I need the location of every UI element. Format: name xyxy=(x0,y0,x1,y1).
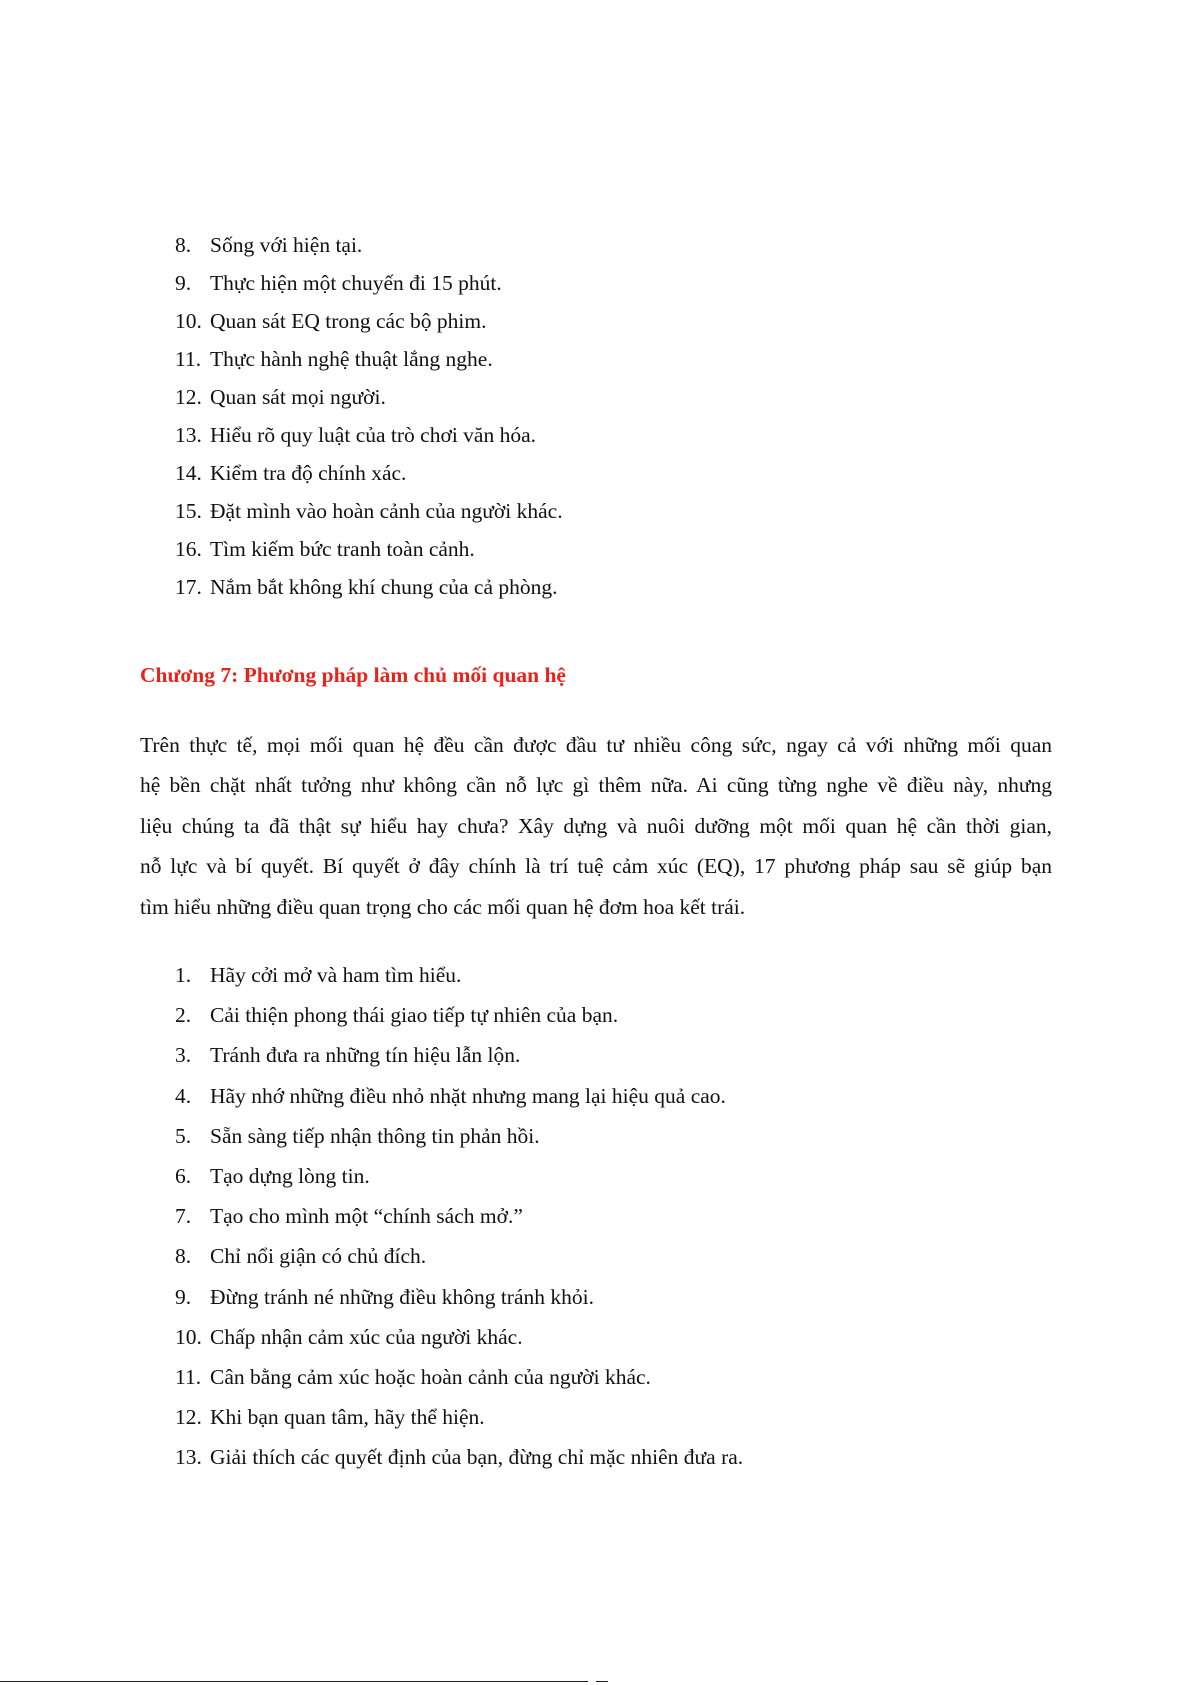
list-item-text: Giải thích các quyết định của bạn, đừng chỉ mặc nhiên đưa ra. xyxy=(210,1445,744,1470)
list-item-number: 8. xyxy=(175,1244,192,1269)
list-item-number: 6. xyxy=(175,1163,192,1188)
list-item-text: Sống với hiện tại. xyxy=(210,233,363,257)
list-item-text: Hãy cởi mở và ham tìm hiểu. xyxy=(210,963,462,987)
list-item-number: 5. xyxy=(175,1123,192,1148)
list-item-number: 13. xyxy=(175,1445,202,1470)
intro-paragraph xyxy=(140,725,1052,927)
paragraph-line: tìm hiểu những điều quan trọng cho các mối quan hệ đơm hoa kết trái. xyxy=(140,894,746,919)
list-item-text: Hiểu rõ quy luật của trò chơi văn hóa. xyxy=(210,423,537,447)
list-item-number: 3. xyxy=(175,1043,192,1068)
list-item-text: Chỉ nổi giận có chủ đích. xyxy=(210,1244,427,1269)
list-item-number: 7. xyxy=(175,1204,192,1229)
paragraph-line: Trên thực tế, mọi mối quan hệ đều cần được đầu tư nhiều công sức, ngay cả với những mối quan xyxy=(140,733,1052,757)
list-item-text: Thực hành nghệ thuật lắng nghe. xyxy=(210,347,493,371)
list-item-text: Hãy nhớ những điều nhỏ nhặt nhưng mang lại hiệu quả cao. xyxy=(210,1083,726,1108)
list-item-number: 17. xyxy=(175,575,202,599)
list-item-text: Nắm bắt không khí chung của cả phòng. xyxy=(210,575,558,599)
list-item-text: Đặt mình vào hoàn cảnh của người khác. xyxy=(210,499,563,523)
list-item-text: Tránh đưa ra những tín hiệu lẫn lộn. xyxy=(210,1043,521,1068)
list-item-text: Quan sát EQ trong các bộ phim. xyxy=(210,309,487,333)
list-item-text: Cân bằng cảm xúc hoặc hoàn cảnh của người khác. xyxy=(210,1364,651,1389)
footer-divider-mark xyxy=(596,1681,608,1682)
paragraph-line: nỗ lực và bí quyết. Bí quyết ở đây chính là trí tuệ cảm xúc (EQ), 17 phương pháp sau sẽ giúp bạn xyxy=(140,854,1052,879)
list-item-text: Thực hiện một chuyến đi 15 phút. xyxy=(210,271,502,295)
list-item-text: Đừng tránh né những điều không tránh khỏi. xyxy=(210,1284,594,1309)
list-item-text: Tạo cho mình một “chính sách mở.” xyxy=(210,1204,523,1229)
list-item-number: 15. xyxy=(175,499,202,523)
list-item-number: 9. xyxy=(175,271,192,295)
footer-divider xyxy=(0,1681,588,1682)
list-item-number: 11. xyxy=(175,347,202,371)
list-item-number: 1. xyxy=(175,963,192,987)
paragraph-line: hệ bền chặt nhất tưởng như không cần nỗ lực gì thêm nữa. Ai cũng từng nghe về điều này, nhưng xyxy=(140,773,1052,798)
list-item-text: Chấp nhận cảm xúc của người khác. xyxy=(210,1324,523,1349)
list-item-number: 12. xyxy=(175,1405,202,1430)
list-item-number: 11. xyxy=(175,1364,202,1389)
list-item-number: 9. xyxy=(175,1284,192,1309)
list-item-number: 2. xyxy=(175,1003,192,1028)
chapter-heading: Chương 7: Phương pháp làm chủ mối quan hệ xyxy=(140,663,566,687)
list-item-text: Quan sát mọi người. xyxy=(210,385,386,409)
list-item-number: 10. xyxy=(175,1324,202,1349)
list-item-text: Cải thiện phong thái giao tiếp tự nhiên của bạn. xyxy=(210,1003,619,1028)
paragraph-line: liệu chúng ta đã thật sự hiểu hay chưa? Xây dựng và nuôi dưỡng một mối quan hệ cần thời gian, xyxy=(140,813,1052,838)
list-item-number: 14. xyxy=(175,461,202,485)
list-item-text: Tìm kiếm bức tranh toàn cảnh. xyxy=(210,537,475,561)
list-item-number: 4. xyxy=(175,1083,192,1108)
list-item-number: 12. xyxy=(175,385,202,409)
list-item-number: 16. xyxy=(175,537,202,561)
list-item-text: Kiểm tra độ chính xác. xyxy=(210,461,407,485)
list-item-text: Tạo dựng lòng tin. xyxy=(210,1163,370,1188)
list-item-number: 8. xyxy=(175,233,192,257)
list-item-text: Khi bạn quan tâm, hãy thể hiện. xyxy=(210,1405,485,1430)
list-item-number: 13. xyxy=(175,423,202,447)
list-item-number: 10. xyxy=(175,309,202,333)
list-item-text: Sẵn sàng tiếp nhận thông tin phản hồi. xyxy=(210,1123,540,1148)
